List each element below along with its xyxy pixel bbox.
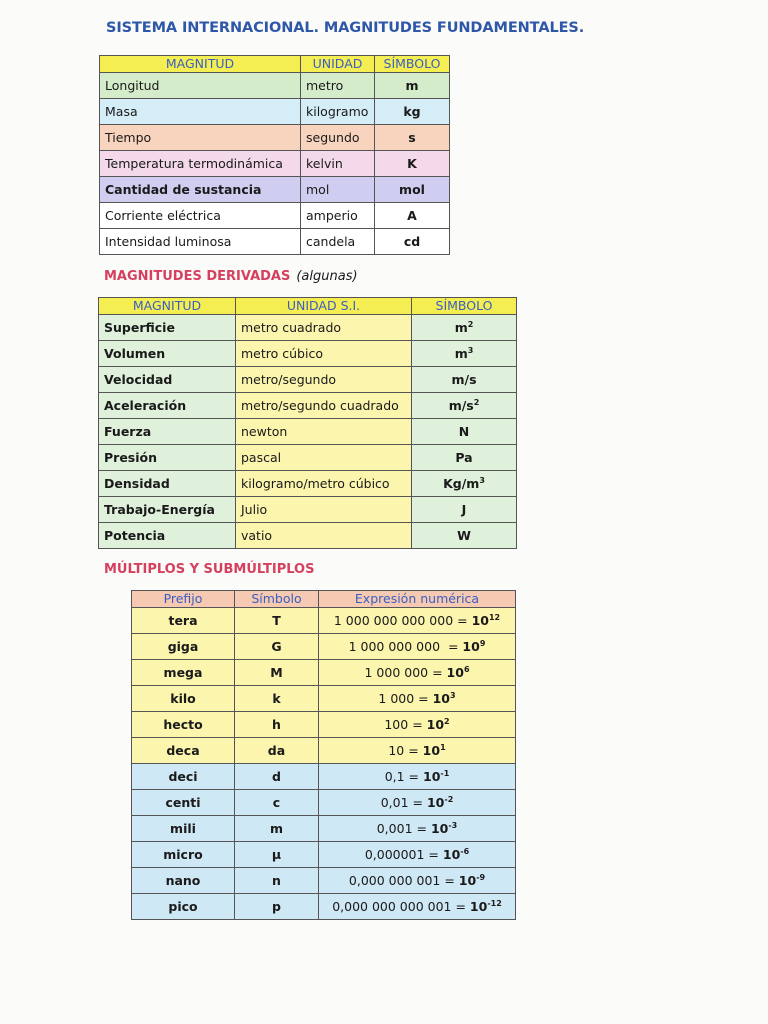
unidad-cell: kelvin: [301, 151, 375, 177]
magnitud-cell: Trabajo-Energía: [99, 497, 236, 523]
expresion-exponent: -1: [440, 769, 450, 778]
header-prefijo: Prefijo: [132, 591, 235, 608]
prefijo-cell: kilo: [132, 686, 235, 712]
expresion-base: 10: [462, 639, 480, 654]
table-row: [99, 367, 517, 393]
table-row: [100, 203, 450, 229]
table-header-row: [100, 56, 450, 73]
magnitud-cell: Corriente eléctrica: [100, 203, 301, 229]
simbolo-cell: mol: [375, 177, 450, 203]
table-row: [100, 177, 450, 203]
header-unidad: UNIDAD: [301, 56, 375, 73]
unidad-cell: metro/segundo cuadrado: [236, 393, 412, 419]
header-simbolo: Símbolo: [235, 591, 319, 608]
simbolo-cell: cd: [375, 229, 450, 255]
magnitud-cell: Aceleración: [99, 393, 236, 419]
expresion-value: 0,1 =: [384, 769, 423, 784]
simbolo-cell: [412, 367, 517, 393]
expresion-cell: [319, 764, 516, 790]
unidad-cell: metro cuadrado: [236, 315, 412, 341]
magnitud-cell: Densidad: [99, 471, 236, 497]
expresion-value: 1 000 000 =: [364, 665, 447, 680]
simbolo-cell: d: [235, 764, 319, 790]
table-row: [100, 125, 450, 151]
multiples-table: [131, 590, 516, 920]
table-row: [99, 445, 517, 471]
simbolo-cell: c: [235, 790, 319, 816]
header-unidad-si: UNIDAD S.I.: [236, 298, 412, 315]
expresion-value: 0,000 000 001 =: [348, 873, 459, 888]
expresion-value: 1 000 =: [378, 691, 433, 706]
header-simbolo: SÍMBOLO: [412, 298, 517, 315]
unidad-cell: pascal: [236, 445, 412, 471]
fundamental-magnitudes-body: [100, 73, 450, 255]
derived-title-text: MAGNITUDES DERIVADAS: [104, 269, 291, 284]
expresion-cell: [319, 634, 516, 660]
table-row: [132, 894, 516, 920]
prefijo-cell: centi: [132, 790, 235, 816]
expresion-exponent: -6: [460, 847, 470, 856]
unidad-cell: metro cúbico: [236, 341, 412, 367]
simbolo-cell: [412, 523, 517, 549]
expresion-exponent: 6: [463, 665, 470, 674]
expresion-base: 10: [430, 821, 449, 836]
unidad-cell: metro/segundo: [236, 367, 412, 393]
table-row: [132, 738, 516, 764]
simbolo-cell: K: [375, 151, 450, 177]
simbolo-cell: m: [375, 73, 450, 99]
table-row: [132, 764, 516, 790]
expresion-exponent: 9: [479, 639, 486, 648]
table-row: [99, 315, 517, 341]
expresion-cell: [319, 712, 516, 738]
expresion-value: 0,000 000 000 001 =: [332, 899, 470, 914]
table-row: [132, 868, 516, 894]
expresion-exponent: -3: [448, 821, 458, 830]
simbolo-text: Kg/m: [443, 476, 480, 491]
header-magnitud: MAGNITUD: [99, 298, 236, 315]
expresion-base: 10: [442, 847, 461, 862]
simbolo-cell: G: [235, 634, 319, 660]
simbolo-cell: kg: [375, 99, 450, 125]
expresion-value: 0,000001 =: [364, 847, 443, 862]
simbolo-cell: µ: [235, 842, 319, 868]
prefijo-cell: mili: [132, 816, 235, 842]
simbolo-text: m: [454, 346, 468, 361]
unidad-cell: metro: [301, 73, 375, 99]
simbolo-cell: M: [235, 660, 319, 686]
table-row: [132, 686, 516, 712]
unidad-cell: candela: [301, 229, 375, 255]
simbolo-cell: T: [235, 608, 319, 634]
simbolo-text: m/s: [451, 372, 477, 387]
prefijo-cell: mega: [132, 660, 235, 686]
table-row: [99, 341, 517, 367]
table-row: [99, 497, 517, 523]
simbolo-text: W: [457, 528, 471, 543]
unidad-cell: segundo: [301, 125, 375, 151]
magnitud-cell: Longitud: [100, 73, 301, 99]
simbolo-cell: [412, 471, 517, 497]
simbolo-cell: A: [375, 203, 450, 229]
expresion-base: 10: [446, 665, 464, 680]
expresion-value: 10 =: [388, 743, 423, 758]
table-row: [132, 660, 516, 686]
table-row: [132, 712, 516, 738]
table-row: [99, 523, 517, 549]
prefijo-cell: giga: [132, 634, 235, 660]
multiples-section-title: MÚLTIPLOS Y SUBMÚLTIPLOS: [104, 562, 315, 577]
prefijo-cell: hecto: [132, 712, 235, 738]
prefijo-cell: deci: [132, 764, 235, 790]
simbolo-cell: [412, 341, 517, 367]
expresion-base: 10: [458, 873, 477, 888]
page-title: SISTEMA INTERNACIONAL. MAGNITUDES FUNDAMENTALES.: [106, 20, 585, 36]
prefijo-cell: micro: [132, 842, 235, 868]
expresion-value: 1 000 000 000 =: [348, 639, 463, 654]
expresion-value: 0,01 =: [380, 795, 427, 810]
derived-magnitudes-table: [98, 297, 517, 549]
prefijo-cell: pico: [132, 894, 235, 920]
magnitud-cell: Presión: [99, 445, 236, 471]
table-header-row: [99, 298, 517, 315]
unidad-cell: kilogramo: [301, 99, 375, 125]
prefijo-cell: deca: [132, 738, 235, 764]
expresion-cell: [319, 894, 516, 920]
simbolo-exponent: 3: [467, 346, 474, 355]
magnitud-cell: Tiempo: [100, 125, 301, 151]
expresion-exponent: 2: [444, 717, 450, 726]
table-row: [132, 608, 516, 634]
expresion-base: 10: [422, 743, 441, 758]
simbolo-exponent: 2: [467, 320, 474, 329]
simbolo-cell: h: [235, 712, 319, 738]
unidad-cell: amperio: [301, 203, 375, 229]
derived-title-note: (algunas): [296, 269, 358, 284]
expresion-cell: [319, 816, 516, 842]
table-row: [100, 73, 450, 99]
unidad-cell: newton: [236, 419, 412, 445]
fundamental-magnitudes-table: [99, 55, 450, 255]
expresion-cell: [319, 842, 516, 868]
expresion-cell: [319, 790, 516, 816]
magnitud-cell: Potencia: [99, 523, 236, 549]
derived-magnitudes-body: [99, 315, 517, 549]
derived-section-title: [104, 269, 358, 284]
expresion-base: 10: [426, 795, 445, 810]
prefijo-cell: tera: [132, 608, 235, 634]
table-row: [100, 99, 450, 125]
multiples-body: [132, 608, 516, 920]
expresion-value: 100 =: [384, 717, 427, 732]
unidad-cell: mol: [301, 177, 375, 203]
magnitud-cell: Fuerza: [99, 419, 236, 445]
simbolo-cell: da: [235, 738, 319, 764]
expresion-exponent: 12: [488, 613, 501, 622]
simbolo-exponent: 3: [479, 476, 485, 485]
expresion-base: 10: [469, 899, 488, 914]
expresion-exponent: -12: [487, 899, 502, 908]
header-expresion: Expresión numérica: [319, 591, 516, 608]
table-row: [100, 151, 450, 177]
magnitud-cell: Superficie: [99, 315, 236, 341]
expresion-cell: [319, 686, 516, 712]
expresion-cell: [319, 660, 516, 686]
table-row: [99, 419, 517, 445]
magnitud-cell: Velocidad: [99, 367, 236, 393]
expresion-exponent: 3: [450, 691, 456, 700]
expresion-value: 1 000 000 000 000 =: [333, 613, 472, 628]
simbolo-text: N: [458, 424, 470, 439]
expresion-exponent: -9: [476, 873, 486, 882]
table-header-row: [132, 591, 516, 608]
magnitud-cell: Masa: [100, 99, 301, 125]
expresion-cell: [319, 738, 516, 764]
expresion-base: 10: [471, 613, 489, 628]
simbolo-cell: [412, 315, 517, 341]
simbolo-cell: k: [235, 686, 319, 712]
header-simbolo: SÍMBOLO: [375, 56, 450, 73]
expresion-value: 0,001 =: [376, 821, 431, 836]
expresion-base: 10: [426, 717, 445, 732]
table-row: [99, 393, 517, 419]
expresion-base: 10: [423, 769, 441, 784]
prefijo-cell: nano: [132, 868, 235, 894]
table-row: [100, 229, 450, 255]
table-row: [132, 790, 516, 816]
simbolo-cell: p: [235, 894, 319, 920]
unidad-cell: Julio: [236, 497, 412, 523]
expresion-exponent: 1: [440, 743, 446, 752]
expresion-cell: [319, 608, 516, 634]
simbolo-cell: m: [235, 816, 319, 842]
magnitud-cell: Cantidad de sustancia: [100, 177, 301, 203]
table-row: [99, 471, 517, 497]
simbolo-exponent: 2: [473, 398, 480, 407]
magnitud-cell: Intensidad luminosa: [100, 229, 301, 255]
simbolo-cell: [412, 497, 517, 523]
magnitud-cell: Volumen: [99, 341, 236, 367]
simbolo-text: m: [454, 320, 468, 335]
expresion-base: 10: [432, 691, 451, 706]
magnitud-cell: Temperatura termodinámica: [100, 151, 301, 177]
expresion-cell: [319, 868, 516, 894]
simbolo-cell: [412, 393, 517, 419]
simbolo-cell: [412, 445, 517, 471]
unidad-cell: vatio: [236, 523, 412, 549]
table-row: [132, 816, 516, 842]
simbolo-cell: s: [375, 125, 450, 151]
table-row: [132, 634, 516, 660]
simbolo-cell: [412, 419, 517, 445]
expresion-exponent: -2: [444, 795, 454, 804]
table-row: [132, 842, 516, 868]
simbolo-text: Pa: [455, 450, 473, 465]
simbolo-text: m/s: [448, 398, 474, 413]
simbolo-cell: n: [235, 868, 319, 894]
header-magnitud: MAGNITUD: [100, 56, 301, 73]
simbolo-text: J: [461, 502, 467, 517]
unidad-cell: kilogramo/metro cúbico: [236, 471, 412, 497]
